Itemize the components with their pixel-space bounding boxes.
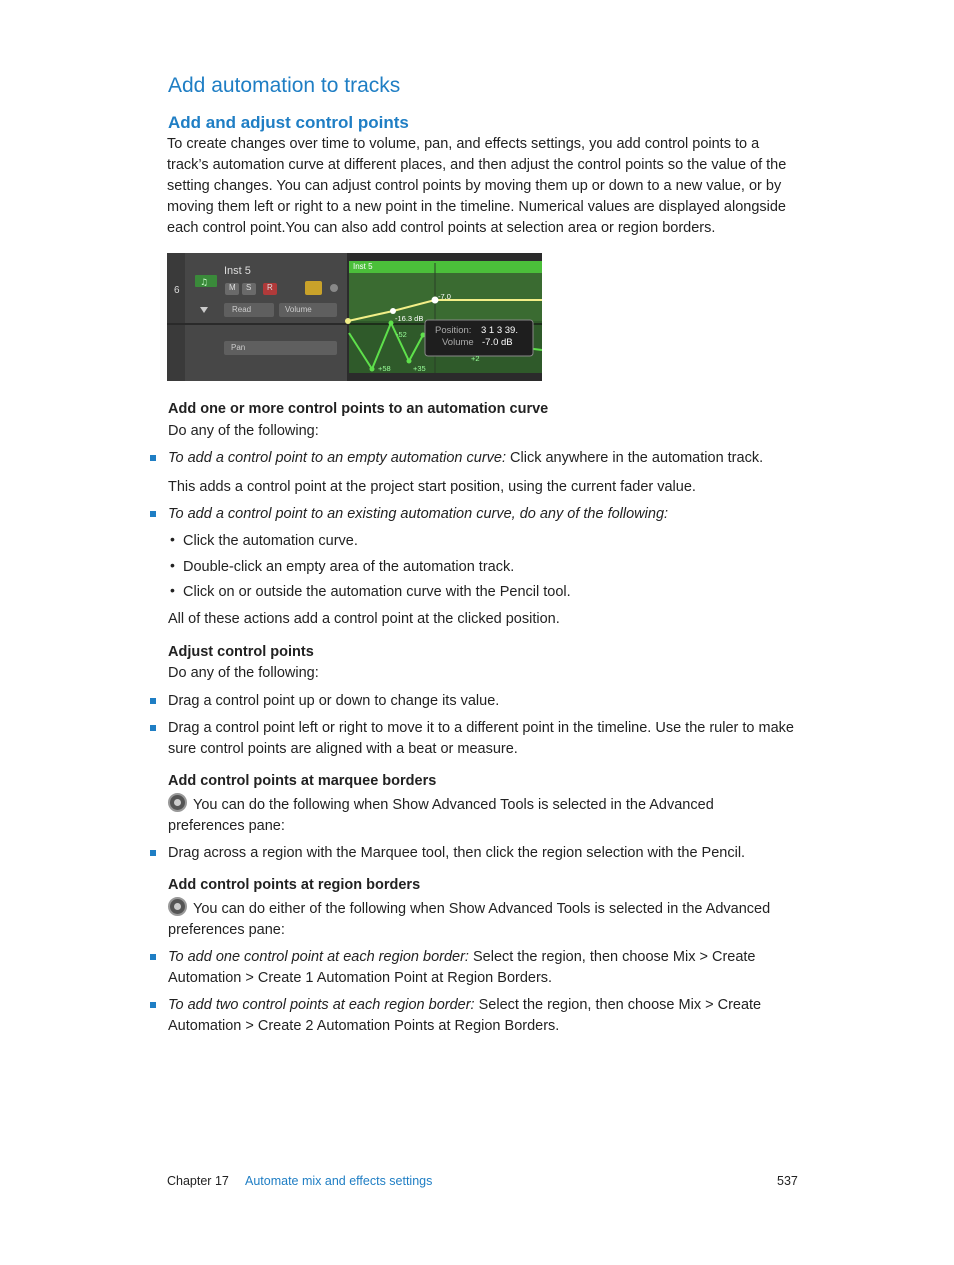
bullet-icon [150, 722, 159, 731]
section-lead: You can do the following when Show Advanced Tools is selected in the Advanced preferences pane: [168, 793, 768, 837]
advanced-tools-gear-icon [168, 897, 187, 916]
advanced-tools-gear-icon [168, 793, 187, 812]
bullet-item: To add two control points at each region border: Select the region, then choose Mix > Create Automation > Create 2 Automation Points at Region Borders. [168, 997, 762, 1034]
footer-chapter: Chapter 17 [167, 1174, 229, 1188]
section-title-add-points: Add one or more control points to an automation curve [168, 401, 549, 417]
svg-text:♫: ♫ [200, 278, 209, 288]
pan-label-1: -52 [396, 330, 407, 339]
bullet-item: To add a control point to an empty automation curve: Click anywhere in the automation track. [168, 450, 764, 466]
solo-label: S [246, 283, 252, 292]
dot-bullet: • [170, 531, 175, 547]
dot-bullet: • [170, 582, 175, 598]
section-title-region: Add control points at region borders [168, 877, 421, 893]
region-name: Inst 5 [353, 262, 373, 271]
bullet-icon [150, 508, 159, 517]
intro-paragraph: To create changes over time to volume, pan, and effects settings, you add control points to a track’s automation curve at different places, and then adjust the control points so the value of the setting changes. You can adjust control points by moving them up or down to a new value, or by moving them left or right to a new point in the timeline. Numerical values are displayed alongside each control point.You can also add control points at selection area or region borders. [167, 136, 787, 236]
bullet-item: To add one control point at each region border: Select the region, then choose Mix > Create Automation > Create 1 Automation Point at Region Borders. [168, 949, 756, 986]
record-label: R [267, 283, 273, 292]
section-title-adjust: Adjust control points [168, 644, 314, 660]
info-icon [330, 284, 338, 292]
parameter-label: Volume [285, 305, 312, 314]
footer-chapter-link[interactable]: Automate mix and effects settings [245, 1174, 433, 1188]
automation-screenshot [167, 253, 542, 381]
dot-bullet: • [170, 557, 175, 573]
section-lead: Do any of the following: [168, 423, 319, 439]
pan-label-3: +35 [413, 364, 426, 373]
tooltip-position-value: 3 1 3 39. [481, 325, 518, 336]
automation-button[interactable] [305, 281, 322, 295]
mute-label: M [229, 283, 236, 292]
bullet-item: Drag a control point up or down to change its value. [168, 693, 500, 709]
track-number: 6 [174, 285, 180, 296]
bullet-icon [150, 847, 159, 856]
tooltip-volume-label: Volume [442, 337, 474, 348]
vol-high-label: -7.0 [438, 292, 451, 301]
section-title-marquee: Add control points at marquee borders [168, 773, 437, 789]
pan-label-4: +2 [471, 354, 480, 363]
bullet-note: This adds a control point at the project start position, using the current fader value. [168, 479, 696, 495]
bullet-item: Drag across a region with the Marquee tool, then click the region selection with the Pencil. [168, 845, 746, 861]
bullet-icon [150, 452, 159, 461]
track-name: Inst 5 [224, 265, 251, 277]
bullet-icon [150, 695, 159, 704]
section-lead: Do any of the following: [168, 665, 319, 681]
section-lead: You can do either of the following when Show Advanced Tools is selected in the Advanced preferences pane: [168, 897, 788, 941]
mode-label: Read [232, 305, 252, 314]
bullet-item: To add a control point to an existing automation curve, do any of the following: [168, 506, 669, 522]
region-header [349, 261, 542, 273]
tooltip-position-label: Position: [435, 325, 472, 336]
pan-label-2: +58 [378, 364, 391, 373]
page-title: Add automation to tracks [168, 74, 401, 97]
section-heading: Add and adjust control points [168, 113, 409, 132]
sub-bullet-item: Double-click an empty area of the automation track. [183, 559, 515, 575]
bullet-item: Drag a control point left or right to move it to a different point in the timeline. Use the ruler to make sure control points are aligned with a beat or measure. [168, 720, 794, 757]
tooltip-volume-value: -7.0 dB [482, 337, 513, 348]
bullet-icon [150, 951, 159, 960]
sub-parameter-label: Pan [231, 343, 246, 352]
vol-low-label: -16.3 dB [395, 314, 424, 323]
section-after: All of these actions add a control point at the clicked position. [168, 611, 560, 627]
sub-bullet-item: Click on or outside the automation curve with the Pencil tool. [183, 584, 571, 600]
sub-bullet-item: Click the automation curve. [183, 533, 358, 549]
page-number: 537 [777, 1174, 798, 1188]
bullet-icon [150, 999, 159, 1008]
